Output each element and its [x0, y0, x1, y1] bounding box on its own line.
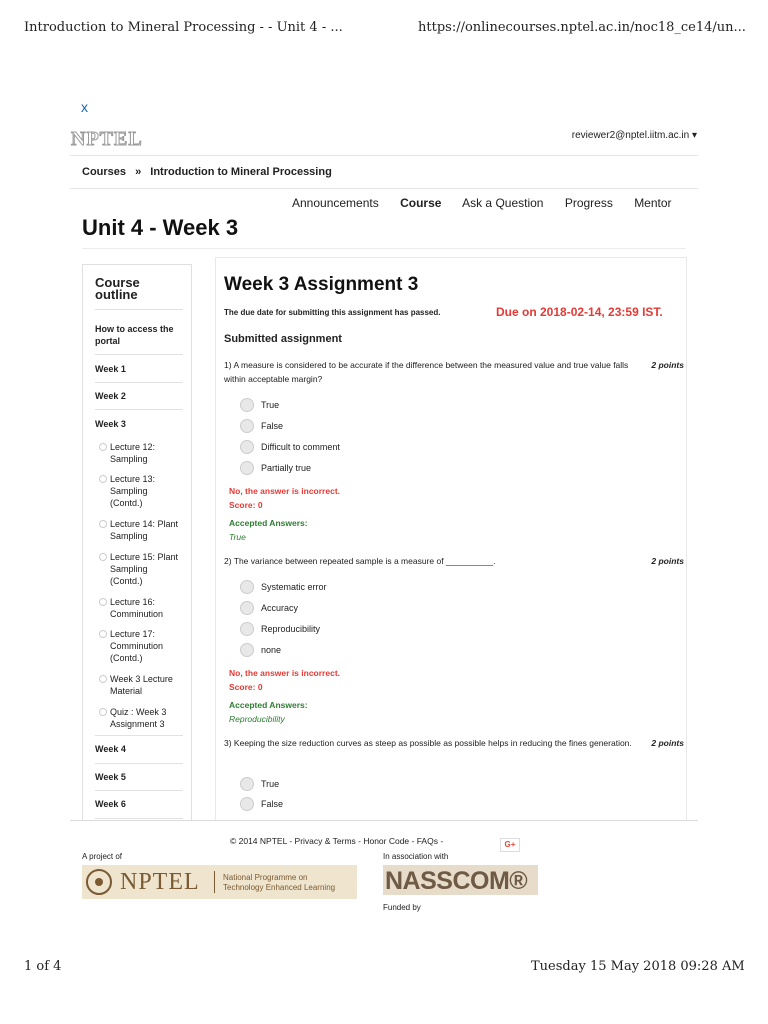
divider: [82, 248, 686, 249]
print-header-title: Introduction to Mineral Processing - - Unit 4 - ...: [24, 20, 343, 35]
option-label: Accuracy: [261, 603, 299, 613]
sidebar-item-week-4[interactable]: Week 4: [95, 744, 126, 754]
accepted-answer: True: [229, 532, 246, 542]
option-label: Reproducibility: [261, 624, 321, 634]
divider: [214, 871, 215, 893]
score-text: Score: 0: [229, 682, 263, 692]
circle-icon: [99, 553, 107, 561]
association-label: In association with: [383, 852, 449, 861]
sidebar-subitem-label: Lecture 15: Plant Sampling (Contd.): [110, 552, 179, 586]
radio-icon: [240, 461, 254, 475]
project-of-label: A project of: [82, 852, 123, 861]
radio-icon: [240, 601, 254, 615]
accepted-label: Accepted Answers:: [229, 700, 308, 710]
radio-icon: [240, 419, 254, 433]
print-page-number: 1 of 4: [24, 959, 62, 974]
divider: [95, 409, 183, 410]
due-passed-text: The due date for submitting this assignment has passed.: [224, 308, 441, 317]
option-label: Partially true: [261, 463, 312, 473]
divider: [95, 735, 183, 736]
sidebar-subitem-label: Week 3 Lecture Material: [110, 674, 173, 696]
question-text: 2) The variance between repeated sample is a measure of __________.: [224, 556, 496, 566]
nav-course[interactable]: Course: [400, 196, 442, 210]
sidebar-item-week-6[interactable]: Week 6: [95, 799, 126, 809]
option-label: Difficult to comment: [261, 442, 340, 452]
footer-links[interactable]: © 2014 NPTEL - Privacy & Terms - Honor Code - FAQs -: [230, 836, 444, 846]
nasscom-logo-word: NASSCOM®: [385, 867, 528, 895]
option-label: Systematic error: [261, 582, 327, 592]
question-points: 2 points: [651, 556, 684, 566]
result-text: No, the answer is incorrect.: [229, 668, 341, 678]
nav-announcements[interactable]: Announcements: [292, 196, 379, 210]
sidebar-subitem-label: Lecture 17: Comminution (Contd.): [110, 629, 164, 663]
sidebar-subitem-label: Lecture 12: Sampling: [110, 442, 156, 464]
breadcrumb-course[interactable]: Introduction to Mineral Processing: [150, 166, 332, 178]
divider: [70, 188, 698, 189]
question-points: 2 points: [651, 360, 684, 370]
nptel-logo-subtitle: National Programme on Technology Enhanced Learning: [223, 873, 336, 892]
assignment-panel: [215, 257, 687, 821]
accepted-label: Accepted Answers:: [229, 518, 308, 528]
accepted-answer: Reproducibility: [229, 714, 285, 724]
option-label: True: [261, 779, 280, 789]
close-button[interactable]: x: [81, 99, 88, 115]
breadcrumb-separator: »: [135, 166, 142, 178]
circle-icon: [99, 708, 107, 716]
radio-icon: [240, 440, 254, 454]
page-title: Unit 4 - Week 3: [82, 215, 239, 240]
divider: [70, 820, 698, 821]
circle-icon: [99, 443, 107, 451]
divider: [95, 382, 183, 383]
sidebar-item-week-3[interactable]: Week 3: [95, 419, 126, 429]
sidebar-subitem-label: Lecture 16: Comminution: [110, 597, 164, 619]
assignment-title: Week 3 Assignment 3: [224, 274, 419, 295]
nptel-seal-icon: [86, 869, 112, 895]
radio-icon: [240, 643, 254, 657]
divider: [70, 155, 698, 156]
nav-mentor[interactable]: Mentor: [634, 196, 672, 210]
sidebar-subitem-label: Lecture 14: Plant Sampling: [110, 519, 179, 541]
radio-icon: [240, 622, 254, 636]
radio-icon: [240, 398, 254, 412]
option-label: True: [261, 400, 280, 410]
result-text: No, the answer is incorrect.: [229, 486, 341, 496]
nptel-footer-logo[interactable]: [82, 865, 357, 899]
funded-by-label: Funded by: [383, 903, 421, 912]
divider: [95, 818, 183, 819]
nasscom-logo[interactable]: [383, 865, 538, 895]
course-outline-sidebar: [82, 264, 192, 821]
sidebar-title: Course outline: [95, 275, 140, 302]
user-menu[interactable]: reviewer2@nptel.iitm.ac.in ▾: [571, 130, 697, 141]
divider: [95, 763, 183, 764]
radio-icon: [240, 797, 254, 811]
sidebar-item-week-5[interactable]: Week 5: [95, 772, 126, 782]
breadcrumb-courses[interactable]: Courses: [82, 166, 127, 178]
sidebar-item-week-1[interactable]: Week 1: [95, 364, 126, 374]
google-plus-icon[interactable]: G+: [500, 838, 520, 852]
sidebar-subitem-label: Quiz : Week 3 Assignment 3: [110, 707, 167, 729]
submitted-heading: Submitted assignment: [224, 333, 342, 345]
breadcrumb: [82, 166, 338, 178]
sidebar-item-how-to-access[interactable]: How to access the portal: [95, 324, 174, 346]
sidebar-item-week-2[interactable]: Week 2: [95, 391, 126, 401]
circle-icon: [99, 630, 107, 638]
nav-progress[interactable]: Progress: [564, 196, 613, 210]
circle-icon: [99, 520, 107, 528]
option-label: none: [261, 645, 282, 655]
divider: [95, 790, 183, 791]
radio-icon: [240, 777, 254, 791]
nptel-logo[interactable]: NPTEL: [71, 128, 143, 150]
question-text: 3) Keeping the size reduction curves as steep as possible as possible helps in reducing the fines generation.: [224, 738, 632, 748]
print-datetime: Tuesday 15 May 2018 09:28 AM: [531, 959, 745, 974]
circle-icon: [99, 598, 107, 606]
question-text: 1) A measure is considered to be accurate if the difference between the measured value and true value falls within acceptable margin?: [224, 360, 629, 384]
question-points: 2 points: [651, 738, 684, 748]
option-label: False: [261, 799, 284, 809]
print-header-url: https://onlinecourses.nptel.ac.in/noc18_ce14/un...: [418, 20, 746, 35]
score-text: Score: 0: [229, 500, 263, 510]
circle-icon: [99, 475, 107, 483]
radio-icon: [240, 580, 254, 594]
course-nav: [292, 196, 690, 210]
circle-icon: [99, 675, 107, 683]
sidebar-subitem-label: Lecture 13: Sampling (Contd.): [110, 474, 156, 508]
option-label: False: [261, 421, 284, 431]
nav-ask-question[interactable]: Ask a Question: [462, 196, 544, 210]
divider: [95, 354, 183, 355]
divider: [95, 309, 183, 310]
due-date: Due on 2018-02-14, 23:59 IST.: [496, 305, 663, 319]
nptel-logo-word: NPTEL: [120, 869, 200, 895]
